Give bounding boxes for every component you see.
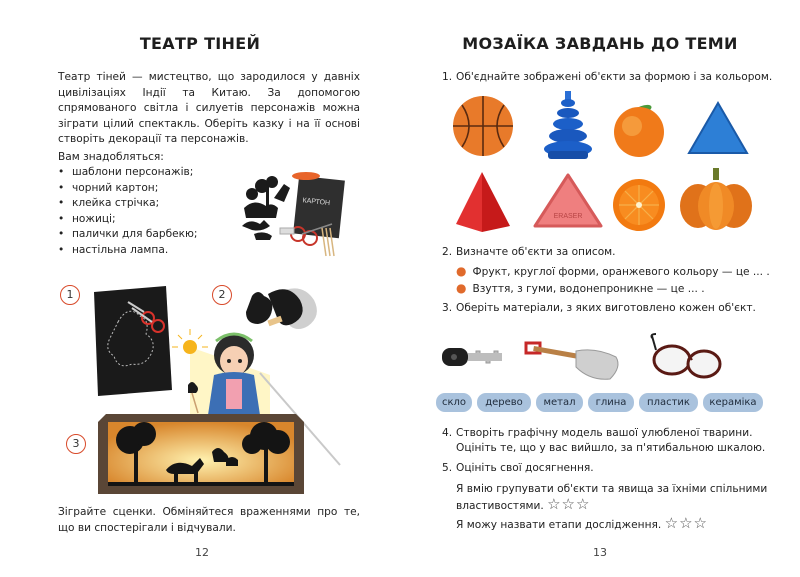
materials-list xyxy=(58,165,198,259)
task-text: Оберіть матеріали, з яких виготовлено кожен об'єкт. xyxy=(456,302,756,314)
car-key-image xyxy=(440,344,506,370)
task-5 xyxy=(442,461,594,477)
list-item: ● Фрукт, круглої форми, оранжевого кольору — це ... . xyxy=(456,264,770,278)
list-item: ● Взуття, з гуми, водонепроникне — це ... . xyxy=(456,281,705,295)
shadow-theater-box xyxy=(96,408,306,500)
list-item: • чорний картон; xyxy=(58,181,198,197)
task-number: 1. xyxy=(442,71,453,83)
pyramid-toy-image xyxy=(540,89,596,161)
achievement-2: Я можу назвати етапи дослідження. ☆☆☆ xyxy=(456,514,708,532)
step-3-badge: 3 xyxy=(66,434,86,454)
task-number: 2. xyxy=(442,246,453,258)
chip-clay[interactable]: глина xyxy=(588,393,634,412)
shovel-image xyxy=(524,337,624,383)
bullet-icon: ● xyxy=(456,281,467,295)
page-title-right: МОЗАЇКА ЗАВДАНЬ ДО ТЕМИ xyxy=(462,34,738,53)
bullet-icon: ● xyxy=(456,264,467,278)
materials-illustration xyxy=(240,168,350,258)
rating-stars[interactable]: ☆☆☆ xyxy=(664,514,708,532)
rating-stars[interactable]: ☆☆☆ xyxy=(547,495,591,513)
chip-wood[interactable]: дерево xyxy=(477,393,531,412)
pumpkin-image xyxy=(676,166,756,232)
chip-plastic[interactable]: пластик xyxy=(639,393,698,412)
task-1 xyxy=(442,70,772,86)
page-title-left: ТЕАТР ТІНЕЙ xyxy=(139,34,261,53)
basketball-image xyxy=(450,93,516,159)
closing-paragraph: Зіграйте сценки. Обміняйтеся враженнями про те, що ви спостерігали і відчували. xyxy=(58,506,360,534)
achievement-1: Я вмію групувати об'єкти та явища за їхніми спільними xyxy=(456,483,768,495)
task-number: 3. xyxy=(442,302,453,314)
materials-heading: Вам знадобляться: xyxy=(58,151,164,163)
intro-paragraph: Театр тіней — мистецтво, що зародилося у давніх цивілізаціях Індії та Китаю. За допомогою спрямованого світла і силуетів персонажів можна зіграти цілий спектакль. Оберіть казку і на її основі створіть декорації та персонажів. xyxy=(58,71,360,145)
task-4-line-2: Оцініть те, що у вас вийшло, за п'ятибальною шкалою. xyxy=(456,442,766,454)
task-number: 4. xyxy=(442,427,453,439)
list-item: • палички для барбекю; xyxy=(58,227,198,243)
box-label: КАРТОН xyxy=(302,197,331,208)
page-number-right: 13 xyxy=(593,546,607,559)
task-3 xyxy=(442,301,756,317)
step-1-badge: 1 xyxy=(60,285,80,305)
task-text: Об'єднайте зображені об'єкти за формою і за кольором. xyxy=(456,71,773,83)
orange-image xyxy=(610,176,668,234)
task-number: 5. xyxy=(442,462,453,474)
task-4 xyxy=(442,426,752,442)
list-item: • ножиці; xyxy=(58,212,198,228)
eraser-image xyxy=(532,172,604,232)
materials-chip-row xyxy=(436,393,766,413)
list-item: • шаблони персонажів; xyxy=(58,165,198,181)
chip-metal[interactable]: метал xyxy=(536,393,583,412)
step-2-badge: 2 xyxy=(212,285,232,305)
right-page xyxy=(400,0,800,577)
task-2 xyxy=(442,245,616,261)
eraser-label: ERASER xyxy=(553,213,583,220)
list-item: • настільна лампа. xyxy=(58,243,198,259)
list-item: • клейка стрічка; xyxy=(58,196,198,212)
task-text: Створіть графічну модель вашої улюбленої тварини. xyxy=(456,427,753,439)
task-text: Визначте об'єкти за описом. xyxy=(456,246,616,258)
task-text: Оцініть свої досягнення. xyxy=(456,462,594,474)
glasses-image xyxy=(648,330,722,384)
chip-ceramics[interactable]: кераміка xyxy=(703,393,763,412)
achievement-1-line-2: властивостями. ☆☆☆ xyxy=(456,495,591,513)
peach-image xyxy=(610,100,668,158)
red-pyramid-image xyxy=(452,170,514,234)
page-number-left: 12 xyxy=(195,546,209,559)
blue-triangle-image xyxy=(686,100,750,156)
chip-glass[interactable]: скло xyxy=(436,393,472,412)
